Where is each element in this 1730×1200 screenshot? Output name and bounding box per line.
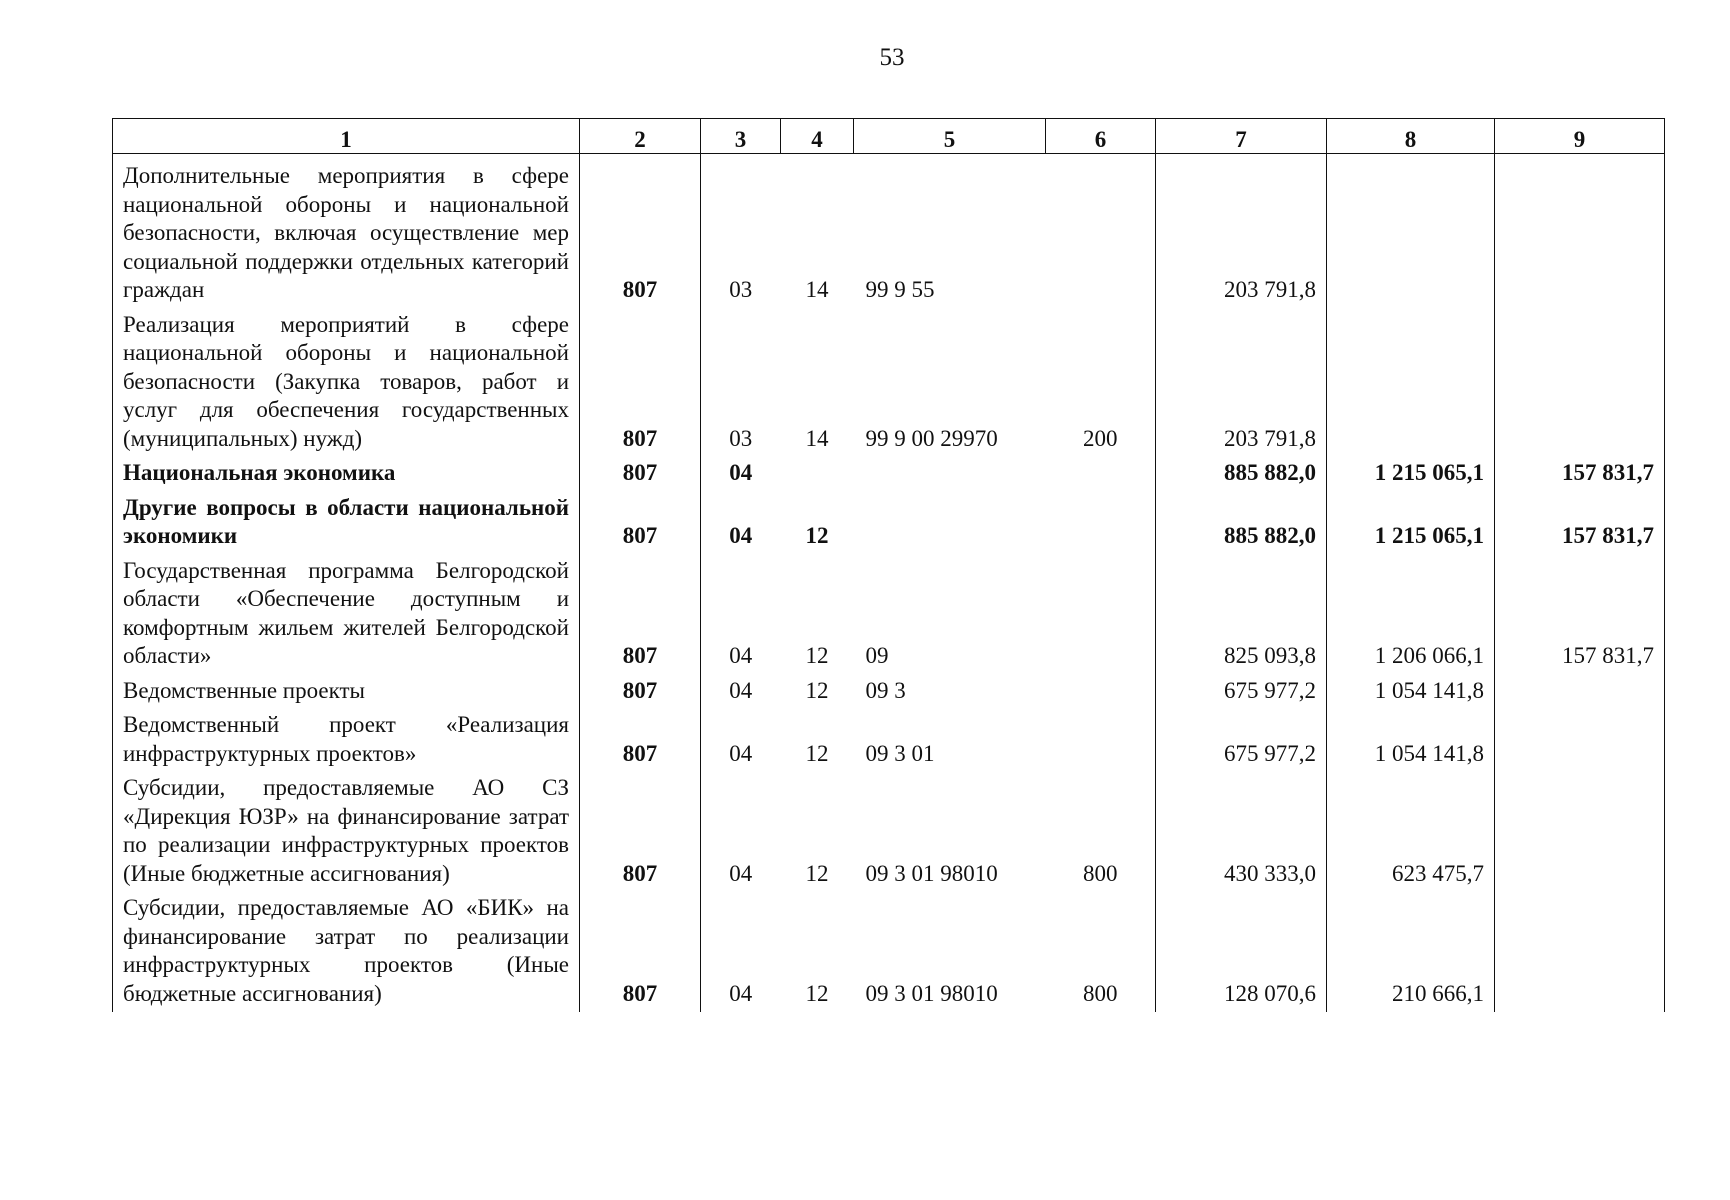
section-code-cell: 04	[701, 492, 781, 555]
row-name-cell: Субсидии, предоставляемые АО «БИК» на финансирование затрат по реализации инфраструктурных проектов (Иные бюджетные ассигнования)	[113, 892, 580, 1012]
expense-type-cell	[1046, 457, 1156, 492]
subsection-code-cell: 12	[805, 523, 829, 548]
section-code-cell: 04	[701, 709, 781, 772]
table-row	[113, 709, 1665, 772]
header-row	[113, 119, 1665, 154]
expense-type-cell: 200	[1046, 309, 1156, 458]
target-article-cell: 09 3 01 98010	[865, 980, 998, 1006]
column-header-section: 3	[701, 119, 781, 154]
admin-code-cell: 807	[580, 555, 701, 675]
row-name-cell: Реализация мероприятий в сфере национальной обороны и национальной безопасности (Закупка товаров, работ и услуг для обеспечения государственных (муниципальных) нужд)	[113, 309, 580, 458]
table-row	[113, 892, 1665, 1012]
table-row	[113, 492, 1665, 555]
section-code-cell: 04	[701, 457, 781, 492]
amount-col9-cell	[1495, 772, 1665, 892]
expense-type-cell: 800	[1046, 892, 1156, 1012]
subsection-code-cell: 12	[805, 980, 829, 1006]
amount-col8-cell: 623 475,7	[1327, 772, 1495, 892]
table-body	[113, 154, 1665, 1013]
amount-col8-cell: 210 666,1	[1327, 892, 1495, 1012]
expense-type-cell	[1046, 154, 1156, 309]
section-code-cell: 04	[701, 675, 781, 710]
amount-col9-cell: 157 831,7	[1495, 457, 1665, 492]
amount-col8-cell: 1 215 065,1	[1327, 492, 1495, 555]
page-number: 53	[879, 44, 905, 71]
admin-code-cell: 807	[580, 309, 701, 458]
amount-col7-cell: 675 977,2	[1156, 675, 1327, 710]
amount-col7-cell: 430 333,0	[1156, 772, 1327, 892]
target-article-cell	[854, 492, 1046, 555]
budget-table	[112, 118, 1665, 1012]
column-header-name: 1	[113, 119, 580, 154]
amount-col8-cell: 1 215 065,1	[1327, 457, 1495, 492]
row-name-cell: Другие вопросы в области национальной экономики	[113, 492, 580, 555]
table-row	[113, 309, 1665, 458]
amount-col7-cell: 825 093,8	[1156, 555, 1327, 675]
amount-col9-cell	[1495, 892, 1665, 1012]
subsection-code-cell: 12	[805, 677, 829, 703]
amount-col7-cell: 203 791,8	[1156, 154, 1327, 309]
column-header-year3: 9	[1495, 119, 1665, 154]
row-name-cell: Национальная экономика	[113, 457, 580, 492]
section-code-cell: 03	[701, 309, 781, 458]
subsection-code-cell: 12	[805, 860, 829, 886]
table-row	[113, 555, 1665, 675]
amount-col8-cell	[1327, 154, 1495, 309]
target-article-cell	[854, 457, 1046, 492]
subsection-code-cell: 12	[805, 740, 829, 766]
target-article-cell: 09 3	[865, 677, 906, 703]
subsection-code-cell: 12	[805, 643, 829, 668]
admin-code-cell: 807	[580, 772, 701, 892]
admin-code-cell: 807	[580, 457, 701, 492]
expense-type-cell	[1046, 675, 1156, 710]
table-row	[113, 154, 1665, 309]
admin-code-cell: 807	[580, 675, 701, 710]
admin-code-cell: 807	[580, 892, 701, 1012]
column-header-target: 5	[854, 119, 1046, 154]
amount-col8-cell: 1 054 141,8	[1327, 675, 1495, 710]
expense-type-cell	[1046, 492, 1156, 555]
admin-code-cell: 807	[580, 492, 701, 555]
section-code-cell: 04	[701, 772, 781, 892]
target-article-cell: 09 3 01	[865, 740, 935, 766]
column-header-year2: 8	[1327, 119, 1495, 154]
expense-type-cell	[1046, 555, 1156, 675]
column-header-type: 6	[1046, 119, 1156, 154]
subsection-code-cell	[781, 457, 854, 492]
column-header-admin: 2	[580, 119, 701, 154]
amount-col7-cell: 203 791,8	[1156, 309, 1327, 458]
section-code-cell: 04	[701, 892, 781, 1012]
column-header-subsection: 4	[781, 119, 854, 154]
row-name-cell: Дополнительные мероприятия в сфере национальной обороны и национальной безопасности, включая осуществление мер социальной поддержки отдельных категорий граждан	[113, 154, 580, 309]
amount-col9-cell	[1495, 309, 1665, 458]
row-name-cell: Ведомственный проект «Реализация инфраструктурных проектов»	[113, 709, 580, 772]
amount-col8-cell: 1 054 141,8	[1327, 709, 1495, 772]
section-code-cell: 04	[701, 555, 781, 675]
table-row	[113, 675, 1665, 710]
row-name-cell: Ведомственные проекты	[113, 675, 580, 710]
section-code-cell: 03	[701, 154, 781, 309]
amount-col9-cell: 157 831,7	[1495, 555, 1665, 675]
expense-type-cell	[1046, 709, 1156, 772]
admin-code-cell: 807	[580, 709, 701, 772]
amount-col7-cell: 675 977,2	[1156, 709, 1327, 772]
row-name-cell: Субсидии, предоставляемые АО СЗ «Дирекция ЮЗР» на финансирование затрат по реализации инфраструктурных проектов (Иные бюджетные ассигнования)	[113, 772, 580, 892]
amount-col9-cell	[1495, 709, 1665, 772]
amount-col7-cell: 128 070,6	[1156, 892, 1327, 1012]
amount-col9-cell: 157 831,7	[1495, 492, 1665, 555]
amount-col8-cell	[1327, 309, 1495, 458]
target-article-cell: 99 9 55	[865, 277, 935, 302]
admin-code-cell: 807	[580, 154, 701, 309]
amount-col7-cell: 885 882,0	[1156, 492, 1327, 555]
target-article-cell: 09	[865, 643, 889, 668]
column-header-year1: 7	[1156, 119, 1327, 154]
expense-type-cell: 800	[1046, 772, 1156, 892]
target-article-cell: 09 3 01 98010	[865, 860, 998, 886]
table-row	[113, 457, 1665, 492]
amount-col8-cell: 1 206 066,1	[1327, 555, 1495, 675]
amount-col7-cell: 885 882,0	[1156, 457, 1327, 492]
amount-col9-cell	[1495, 675, 1665, 710]
row-name-cell: Государственная программа Белгородской области «Обеспечение доступным и комфортным жильем жителей Белгородской области»	[113, 555, 580, 675]
table-row	[113, 772, 1665, 892]
subsection-code-cell: 14	[805, 277, 829, 302]
amount-col9-cell	[1495, 154, 1665, 309]
target-article-cell: 99 9 00 29970	[865, 425, 998, 451]
subsection-code-cell: 14	[805, 425, 829, 451]
